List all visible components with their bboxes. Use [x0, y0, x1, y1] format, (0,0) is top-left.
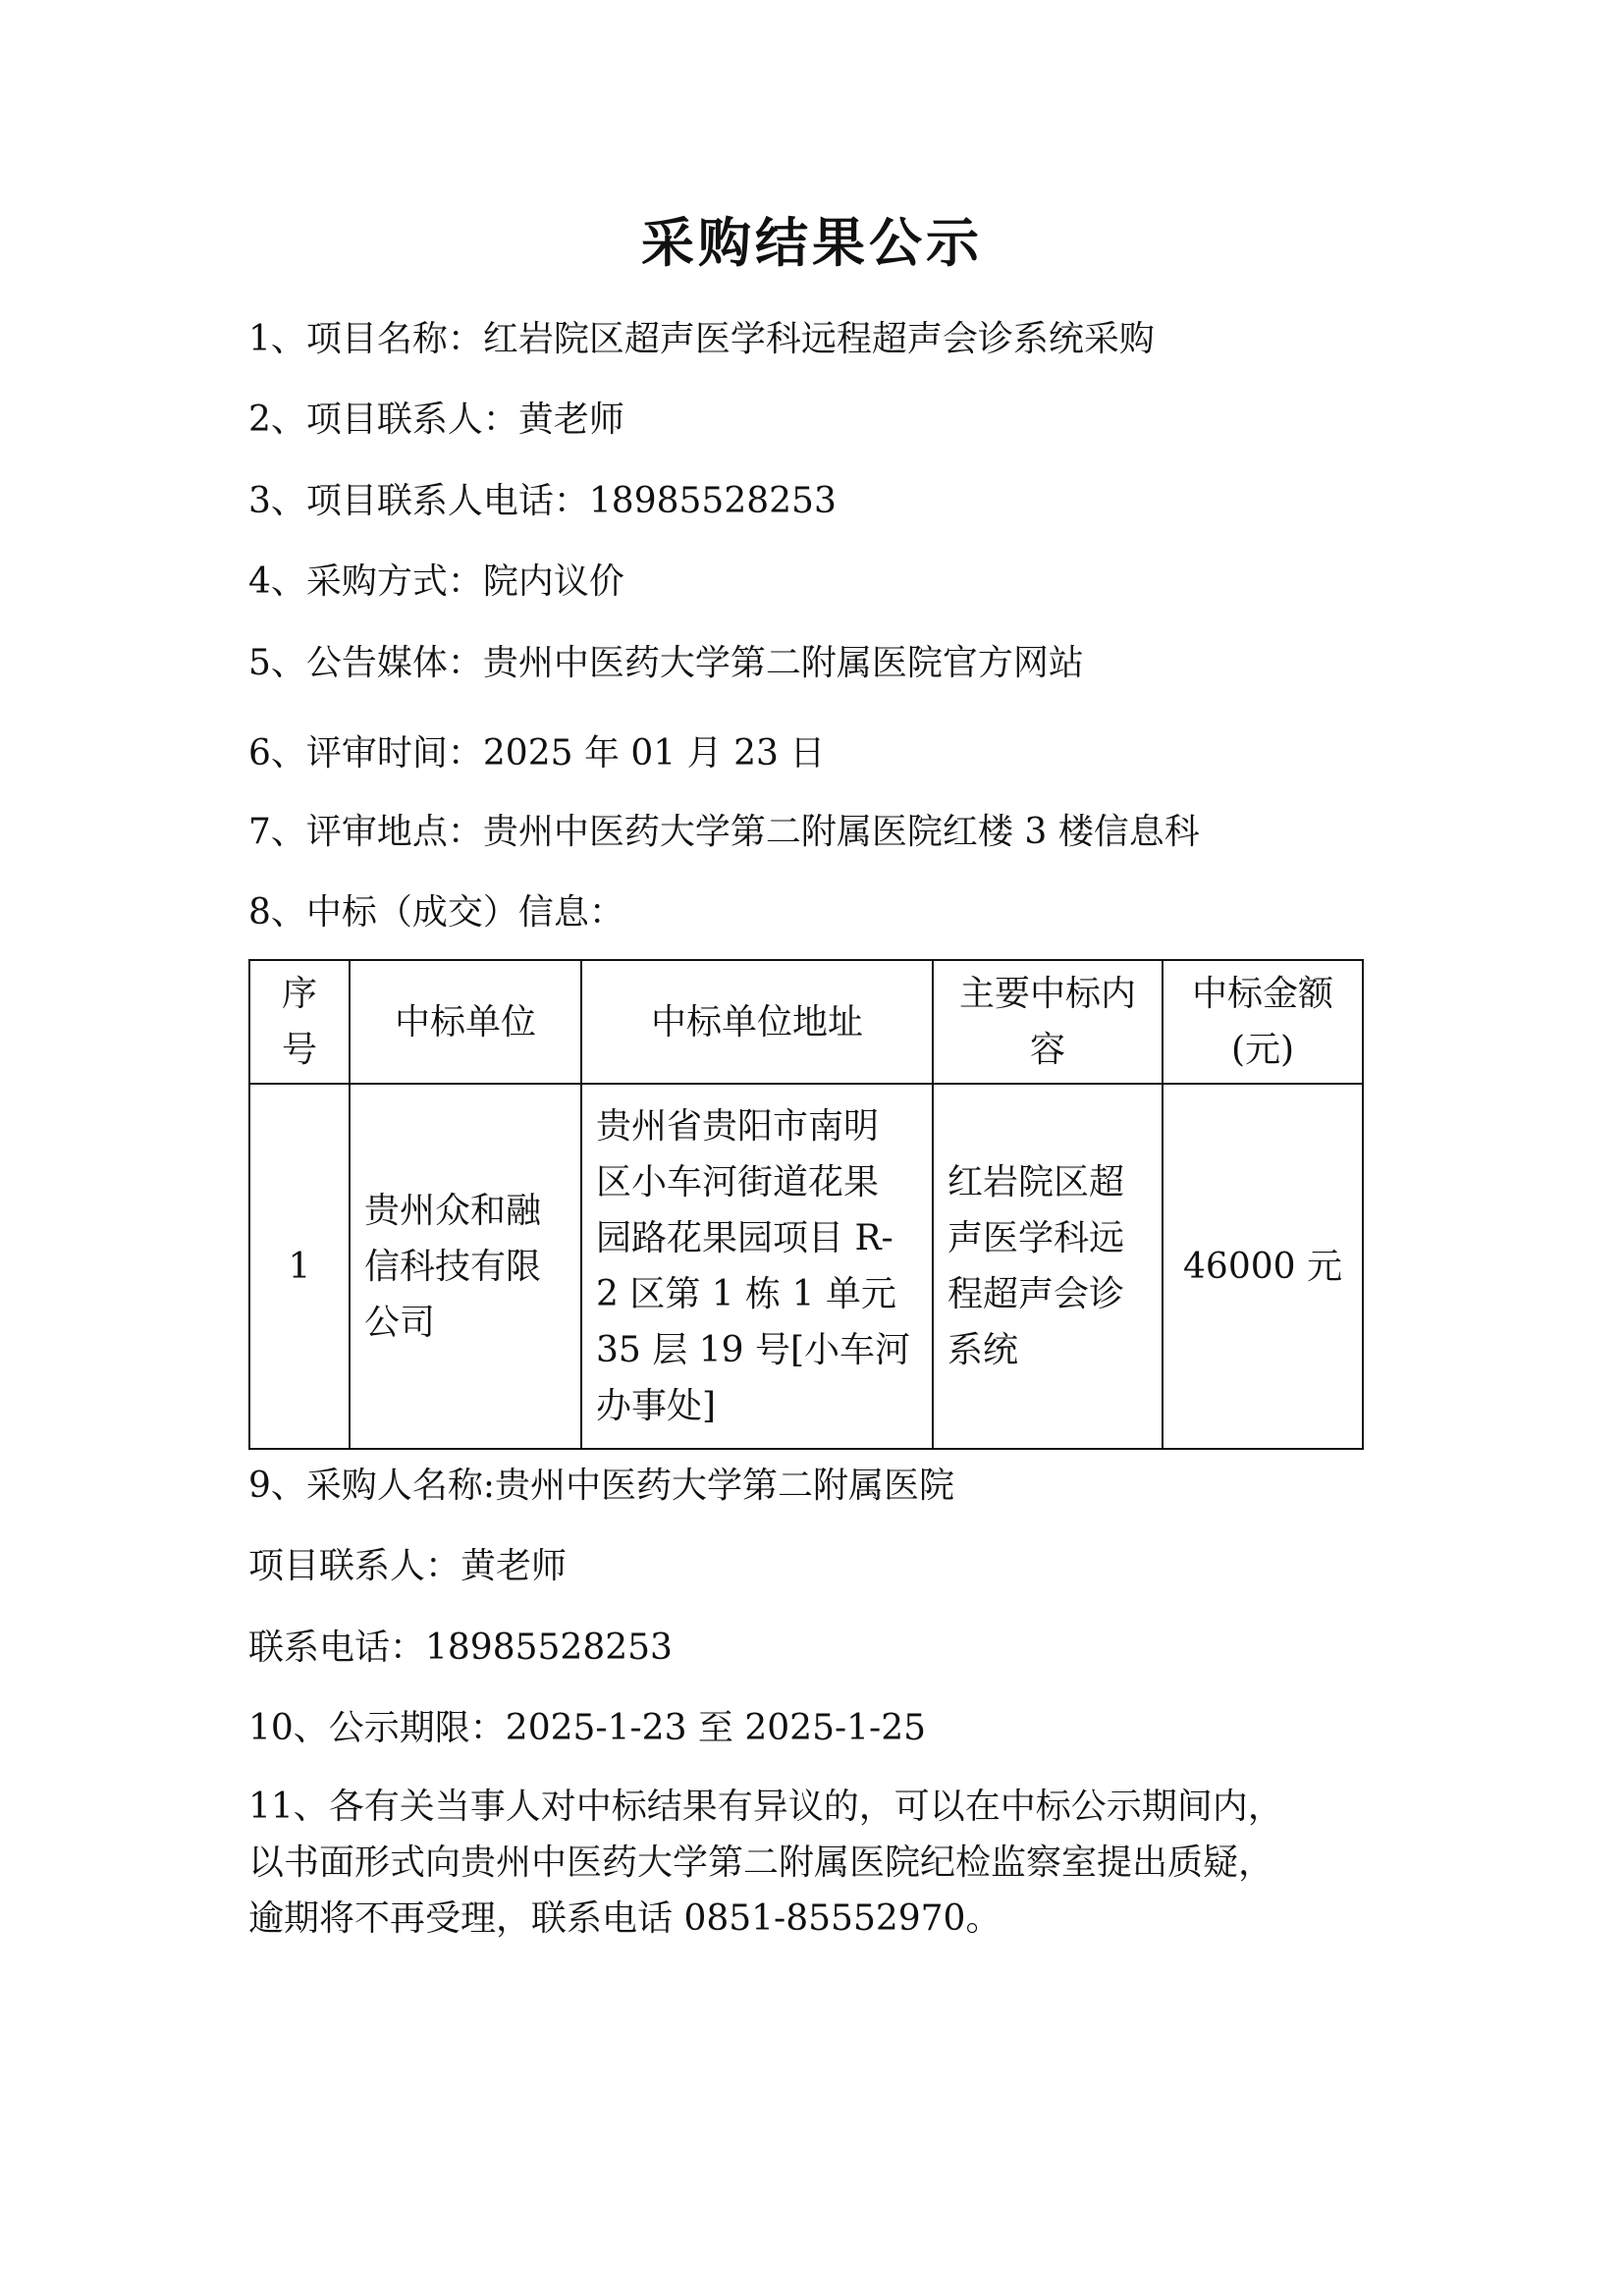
cell-line: 35 层 19 号[小车河 — [596, 1330, 910, 1370]
item-objection-notice — [248, 1779, 1363, 1947]
table-row — [249, 1084, 1363, 1449]
header-index-line: 序 — [281, 974, 317, 1014]
notice-line: 以书面形式向贵州中医药大学第二附属医院纪检监察室提出质疑， — [248, 1842, 1274, 1883]
cell-line: 贵州省贵阳市南明 — [596, 1106, 880, 1147]
cell-unit-address — [581, 1084, 933, 1449]
cell-main-content — [933, 1084, 1163, 1449]
header-winning-unit: 中标单位 — [350, 960, 581, 1084]
purchaser-phone: 联系电话：18985528253 — [248, 1628, 673, 1668]
item-announcement-media: 5、公告媒体：贵州中医药大学第二附属医院官方网站 — [248, 643, 1084, 683]
item-purchaser-name: 9、采购人名称:贵州中医药大学第二附属医院 — [248, 1466, 955, 1506]
notice-line: 逾期将不再受理，联系电话 0851-85552970。 — [248, 1898, 1001, 1939]
header-amount — [1163, 960, 1363, 1084]
cell-line: 系统 — [947, 1330, 1019, 1370]
notice-line: 11、各有关当事人对中标结果有异议的，可以在中标公示期间内， — [248, 1787, 1283, 1827]
cell-line: 公司 — [364, 1302, 436, 1343]
item-project-name: 1、项目名称：红岩院区超声医学科远程超声会诊系统采购 — [248, 319, 1155, 359]
award-table-header-row — [249, 960, 1363, 1084]
cell-line: 区小车河街道花果 — [596, 1162, 880, 1202]
cell-line: 园路花果园项目 R- — [596, 1218, 893, 1258]
cell-line: 程超声会诊 — [947, 1274, 1125, 1314]
header-amount-line: (元) — [1230, 1030, 1295, 1070]
item-procurement-method: 4、采购方式：院内议价 — [248, 561, 624, 602]
cell-line: 声医学科远 — [947, 1218, 1125, 1258]
cell-winning-unit — [350, 1084, 581, 1449]
cell-line: 贵州众和融 — [364, 1190, 542, 1231]
item-project-contact: 2、项目联系人：黄老师 — [248, 400, 624, 440]
item-review-time: 6、评审时间：2025 年 01 月 23 日 — [248, 733, 826, 774]
header-main-content-line: 容 — [1029, 1030, 1065, 1070]
purchaser-contact: 项目联系人：黄老师 — [248, 1546, 568, 1586]
header-amount-line: 中标金额 — [1191, 974, 1333, 1014]
item-award-info-heading: 8、中标（成交）信息： — [248, 892, 624, 933]
header-main-content — [933, 960, 1163, 1084]
award-table — [248, 959, 1364, 1450]
header-index — [249, 960, 350, 1084]
header-index-line: 号 — [281, 1030, 317, 1070]
item-review-location: 7、评审地点：贵州中医药大学第二附属医院红楼 3 楼信息科 — [248, 812, 1200, 852]
cell-index: 1 — [249, 1084, 350, 1449]
item-project-phone: 3、项目联系人电话：18985528253 — [248, 481, 837, 521]
cell-line: 办事处] — [596, 1386, 717, 1426]
page-title: 采购结果公示 — [641, 212, 983, 274]
cell-line: 红岩院区超 — [947, 1162, 1125, 1202]
header-unit-address: 中标单位地址 — [581, 960, 933, 1084]
item-publicity-period: 10、公示期限：2025-1-23 至 2025-1-25 — [248, 1708, 927, 1748]
cell-amount: 46000 元 — [1163, 1084, 1363, 1449]
header-main-content-line: 主要中标内 — [958, 974, 1136, 1014]
cell-line: 2 区第 1 栋 1 单元 — [596, 1274, 896, 1314]
cell-line: 信科技有限 — [364, 1246, 542, 1287]
